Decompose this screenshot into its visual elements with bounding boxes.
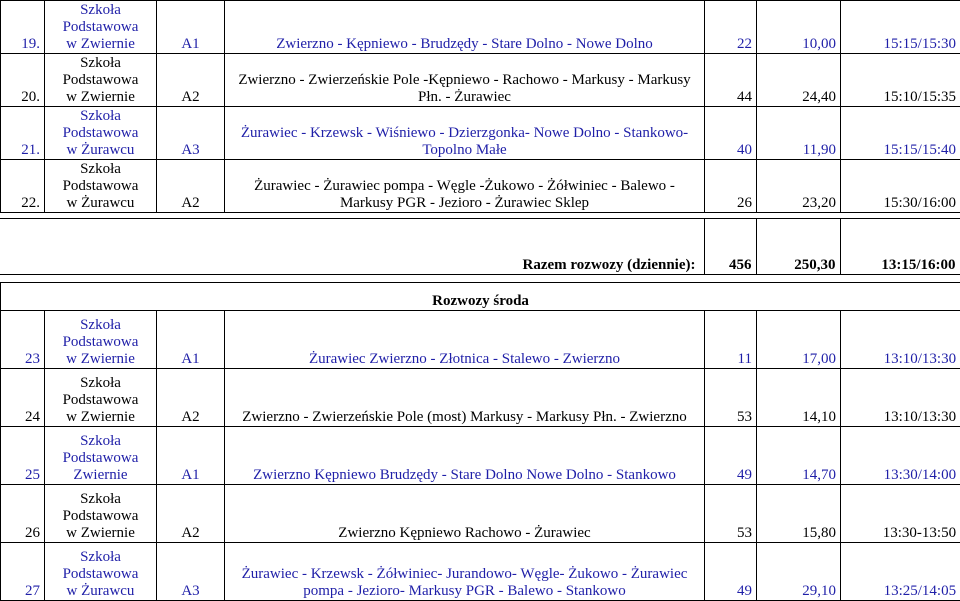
school-line: Szkoła [45,375,156,392]
school-line: Podstawowa [45,392,156,409]
school-line: w Zwiernie [45,525,156,542]
row-number: 21. [1,107,45,160]
school-line: w Zwiernie [45,351,156,368]
bus-code: A1 [157,427,225,485]
schedule-row [1,54,960,107]
school-cell [45,160,157,213]
time-window: 13:10/13:30 [841,369,960,427]
children-count: 22 [705,1,757,54]
school-cell [45,369,157,427]
school-line: Podstawowa [45,334,156,351]
row-number: 20. [1,54,45,107]
schedule-row [1,311,960,369]
distance-km: 10,00 [757,1,841,54]
summary-km: 250,30 [756,219,840,275]
schedule-row [1,427,960,485]
distance-km: 15,80 [757,485,841,543]
school-line: Szkoła [45,317,156,334]
bus-code: A2 [157,369,225,427]
distance-km: 14,70 [757,427,841,485]
time-window: 15:15/15:30 [841,1,960,54]
row-number: 26 [1,485,45,543]
route-cell [225,427,705,485]
route-cell [225,485,705,543]
school-line: w Zwiernie [45,89,156,106]
school-line: Podstawowa [45,450,156,467]
wednesday-title [1,283,960,311]
bus-code: A2 [157,485,225,543]
time-window: 13:25/14:05 [841,543,960,601]
row-number: 19. [1,1,45,54]
school-line: Podstawowa [45,125,156,142]
school-line: w Zwiernie [45,409,156,426]
route-line: pompa - Jezioro- Markusy PGR - Balewo - Stankowo [225,583,704,600]
summary-time: 13:15/16:00 [840,219,960,275]
children-count: 49 [705,427,757,485]
children-count: 40 [705,107,757,160]
route-line: Topolno Małe [225,142,704,159]
school-cell [45,107,157,160]
wednesday-title-row [1,283,960,311]
wednesday-table [0,282,960,601]
time-window: 13:30-13:50 [841,485,960,543]
summary-label: Razem rozwozy (dziennie): [0,219,704,275]
summary-table [0,218,960,275]
route-cell [225,107,705,160]
row-number: 22. [1,160,45,213]
children-count: 11 [705,311,757,369]
route-line: Zwierzno Kępniewo Rachowo - Żurawiec [225,525,704,542]
schedule-row [1,369,960,427]
route-line: Zwierzno - Zwierzeńskie Pole -Kępniewo - Rachowo - Markusy - Markusy [225,72,704,89]
school-line: w Żurawcu [45,583,156,600]
bus-code: A3 [157,107,225,160]
route-line: Płn. - Żurawiec [225,89,704,106]
bus-code: A1 [157,1,225,54]
school-line: Podstawowa [45,508,156,525]
route-line: Żurawiec Zwierzno - Złotnica - Stalewo - Zwierzno [225,351,704,368]
school-cell [45,543,157,601]
school-line: w Żurawcu [45,195,156,212]
bus-code: A1 [157,311,225,369]
route-line: Zwierzno - Zwierzeńskie Pole (most) Markusy - Markusy Płn. - Zwierzno [225,409,704,426]
bus-code: A2 [157,54,225,107]
school-line: Szkoła [45,549,156,566]
distance-km: 24,40 [757,54,841,107]
school-line: Podstawowa [45,566,156,583]
distance-km: 11,90 [757,107,841,160]
route-cell [225,311,705,369]
children-count: 26 [705,160,757,213]
route-line: Żurawiec - Żurawiec pompa - Węgle -Żukowo - Żółwiniec - Balewo - [225,178,704,195]
distance-km: 23,20 [757,160,841,213]
bus-code: A3 [157,543,225,601]
time-window: 15:10/15:35 [841,54,960,107]
school-line: Szkoła [45,108,156,125]
school-cell [45,485,157,543]
school-cell [45,311,157,369]
bus-code: A2 [157,160,225,213]
route-cell [225,543,705,601]
school-line: Szkoła [45,491,156,508]
schedule-row [1,160,960,213]
children-count: 49 [705,543,757,601]
top-schedule-table [0,0,960,213]
route-line: Żurawiec - Krzewsk - Wiśniewo - Dzierzgonka- Nowe Dolno - Stankowo- [225,125,704,142]
time-window: 15:30/16:00 [841,160,960,213]
route-line: Zwierzno - Kępniewo - Brudzędy - Stare Dolno - Nowe Dolno [225,36,704,53]
time-window: 13:10/13:30 [841,311,960,369]
school-line: Podstawowa [45,19,156,36]
route-line: Markusy PGR - Jezioro - Żurawiec Sklep [225,195,704,212]
route-cell [225,1,705,54]
school-line: Szkoła [45,55,156,72]
distance-km: 17,00 [757,311,841,369]
summary-row [0,219,960,275]
route-cell [225,160,705,213]
school-cell [45,54,157,107]
time-window: 13:30/14:00 [841,427,960,485]
row-number: 24 [1,369,45,427]
route-line: Zwierzno Kępniewo Brudzędy - Stare Dolno Nowe Dolno - Stankowo [225,467,704,484]
children-count: 53 [705,369,757,427]
school-line: Podstawowa [45,178,156,195]
school-line: Szkoła [45,161,156,178]
distance-km: 29,10 [757,543,841,601]
school-line: Podstawowa [45,72,156,89]
schedule-row [1,1,960,54]
school-cell [45,1,157,54]
schedule-row [1,485,960,543]
time-window: 15:15/15:40 [841,107,960,160]
school-line: Zwiernie [45,467,156,484]
route-cell [225,54,705,107]
distance-km: 14,10 [757,369,841,427]
wednesday-title-text: Rozwozy środa [129,293,833,310]
summary-children: 456 [704,219,756,275]
row-number: 27 [1,543,45,601]
schedule-row [1,107,960,160]
route-cell [225,369,705,427]
route-line: Żurawiec - Krzewsk - Żółwiniec- Jurandowo- Węgle- Żukowo - Żurawiec [225,566,704,583]
row-number: 25 [1,427,45,485]
row-number: 23 [1,311,45,369]
schedule-row [1,543,960,601]
school-line: w Zwiernie [45,36,156,53]
school-cell [45,427,157,485]
school-line: Szkoła [45,433,156,450]
children-count: 44 [705,54,757,107]
school-line: w Żurawcu [45,142,156,159]
school-line: Szkoła [45,2,156,19]
children-count: 53 [705,485,757,543]
